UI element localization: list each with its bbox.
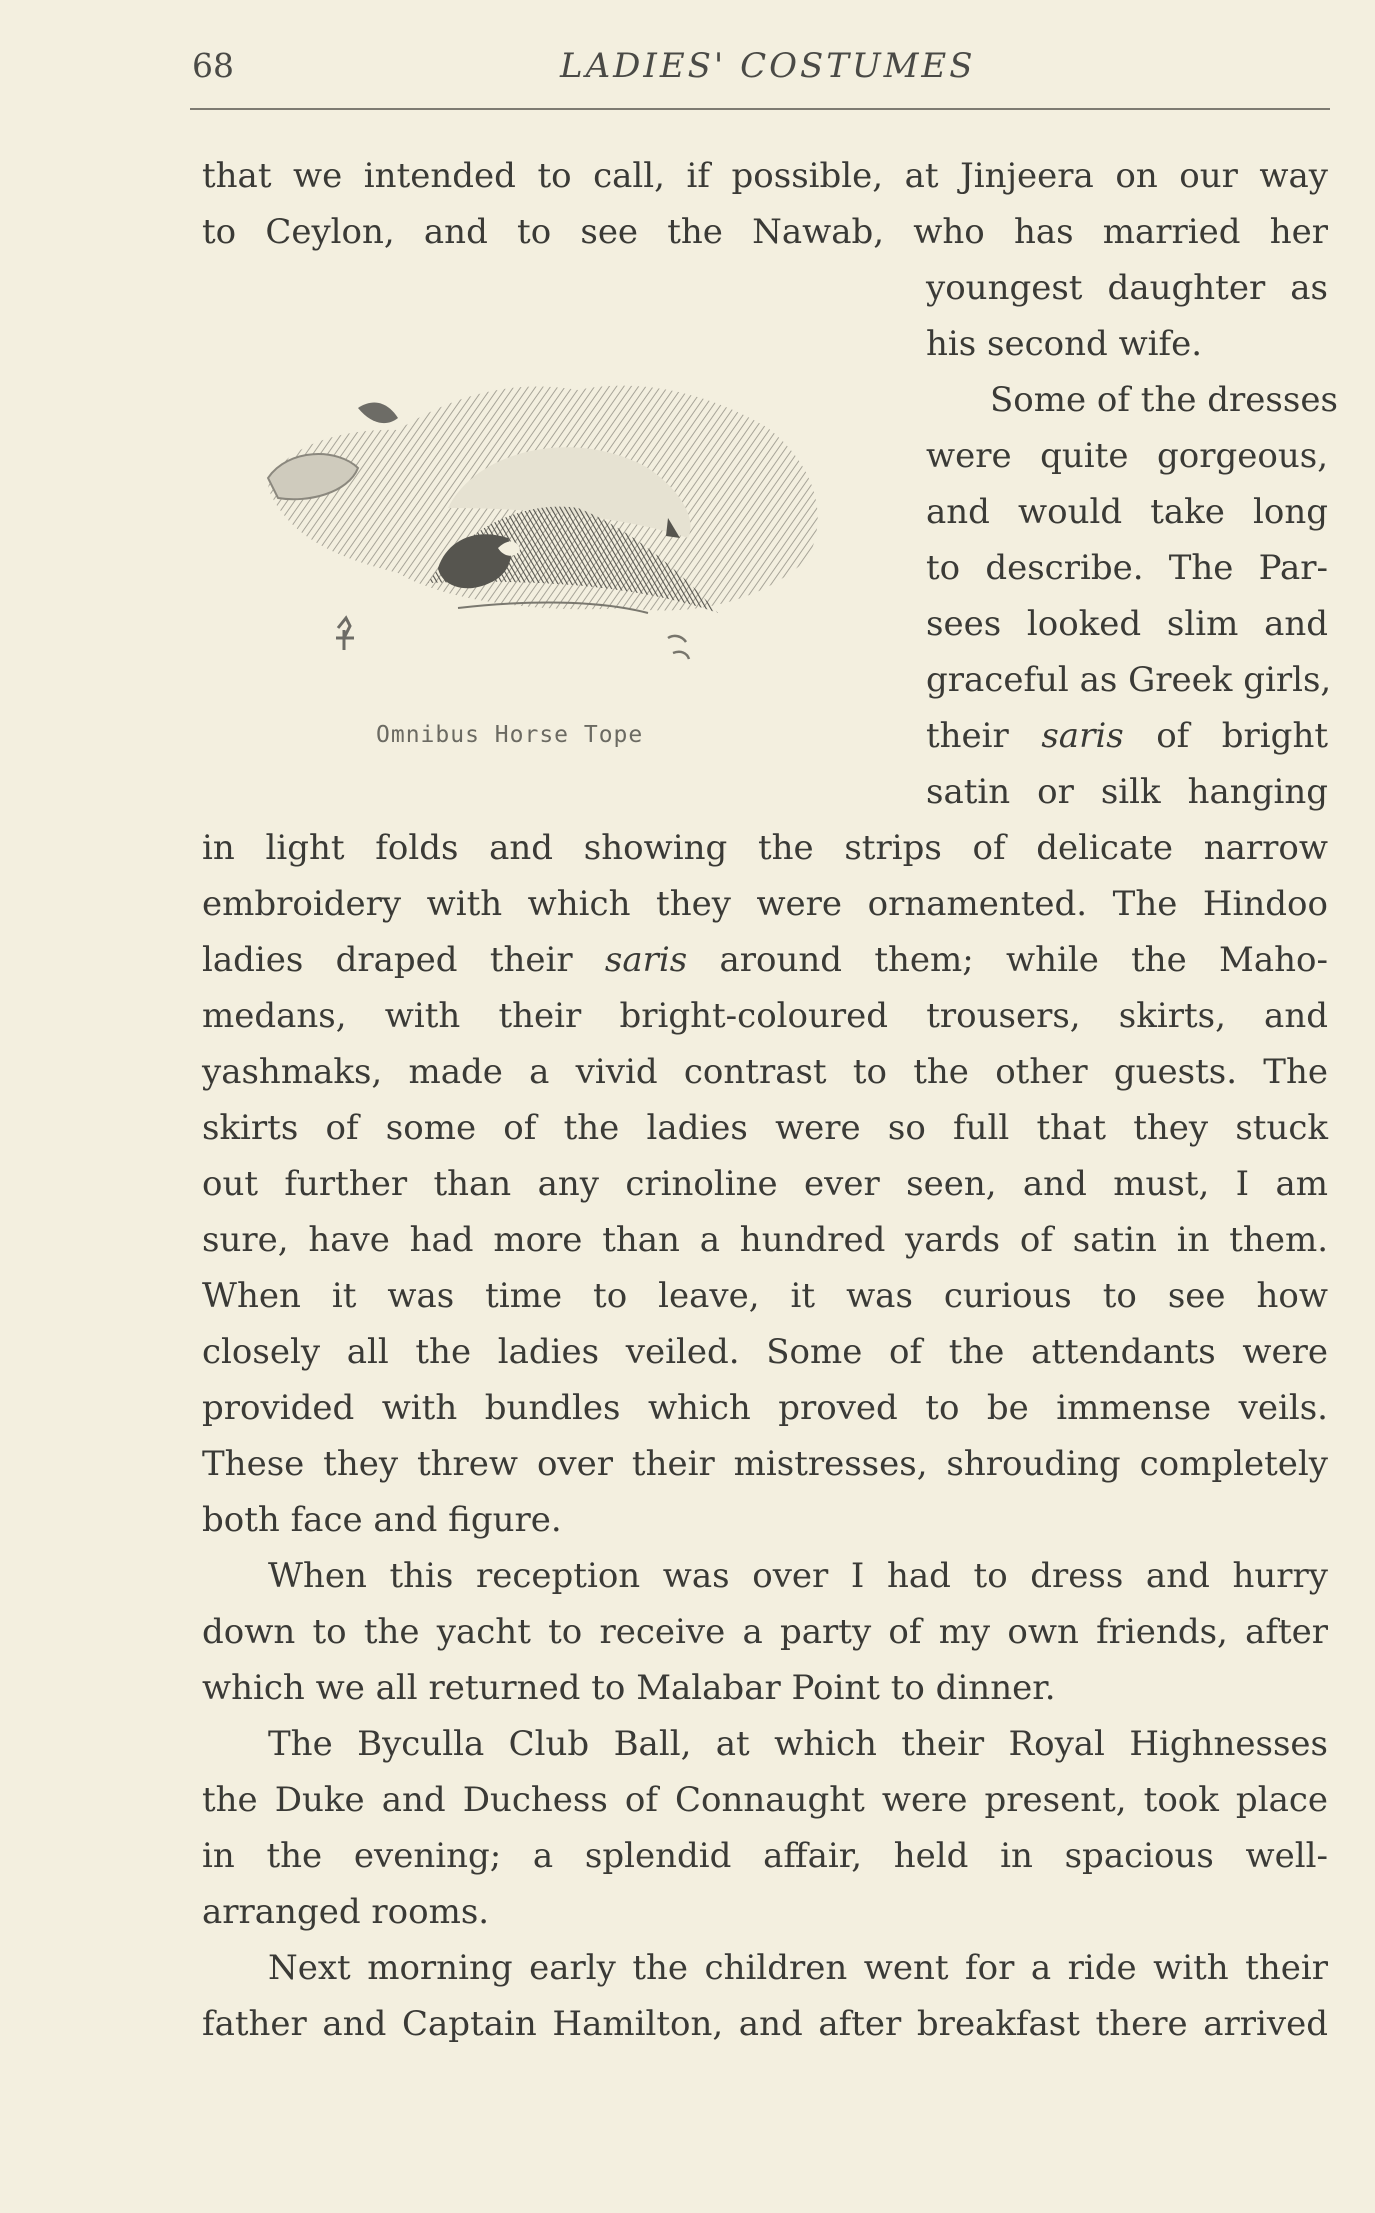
text-line: their saris of bright — [926, 716, 1329, 756]
text-line: graceful as Greek girls, — [926, 660, 1332, 700]
text-line: and would take long — [926, 492, 1328, 532]
figure-caption: Omnibus Horse Tope — [376, 722, 644, 748]
text-line: skirts of some of the ladies were so full that they stuck — [202, 1108, 1328, 1148]
text-line: yashmaks, made a vivid contrast to the other guests. The — [202, 1052, 1328, 1092]
text-line: These they threw over their mistresses, shrouding completely — [202, 1444, 1328, 1484]
header-rule — [190, 108, 1330, 110]
text-line: his second wife. — [926, 324, 1203, 364]
text-line: youngest daughter as — [926, 268, 1328, 308]
text-line: down to the yacht to receive a party of my own friends, after — [202, 1612, 1328, 1652]
text-line: were quite gorgeous, — [926, 436, 1328, 476]
running-head: LADIES' COSTUMES — [560, 46, 976, 86]
text-line: out further than any crinoline ever seen, and must, I am — [202, 1164, 1328, 1204]
text-line: both face and figure. — [202, 1500, 562, 1540]
page-header — [190, 40, 1330, 90]
text-line: Next morning early the children went for a ride with their — [268, 1948, 1328, 1988]
text-line: Some of the dresses — [990, 380, 1338, 420]
text-line: satin or silk hanging — [926, 772, 1328, 812]
text-line: arranged rooms. — [202, 1892, 490, 1932]
text-line: in the evening; a splendid affair, held in spacious well- — [202, 1836, 1328, 1876]
text-line: The Byculla Club Ball, at which their Royal Highnesses — [268, 1724, 1328, 1764]
text-line: medans, with their bright-coloured trousers, skirts, and — [202, 996, 1328, 1036]
text-line: When it was time to leave, it was curious to see how — [202, 1276, 1328, 1316]
text-line: provided with bundles which proved to be immense veils. — [202, 1388, 1328, 1428]
text-line: sees looked slim and — [926, 604, 1328, 644]
text-line: ladies draped their saris around them; while the Maho- — [202, 940, 1328, 980]
page-number: 68 — [192, 46, 234, 85]
text-line: father and Captain Hamilton, and after breakfast there arrived — [202, 2004, 1328, 2044]
text-line: When this reception was over I had to dress and hurry — [268, 1556, 1328, 1596]
text-line: which we all returned to Malabar Point to dinner. — [202, 1668, 1056, 1708]
text-line: that we intended to call, if possible, at Jinjeera on our way — [202, 156, 1328, 196]
tope-illustration — [248, 368, 848, 698]
text-line: to Ceylon, and to see the Nawab, who has married her — [202, 212, 1328, 252]
text-line: sure, have had more than a hundred yards of satin in them. — [202, 1220, 1328, 1260]
text-line: to describe. The Par- — [926, 548, 1328, 588]
text-line: embroidery with which they were ornamented. The Hindoo — [202, 884, 1328, 924]
text-line: in light folds and showing the strips of delicate narrow — [202, 828, 1328, 868]
text-line: closely all the ladies veiled. Some of the attendants were — [202, 1332, 1328, 1372]
text-line: the Duke and Duchess of Connaught were present, took place — [202, 1780, 1328, 1820]
